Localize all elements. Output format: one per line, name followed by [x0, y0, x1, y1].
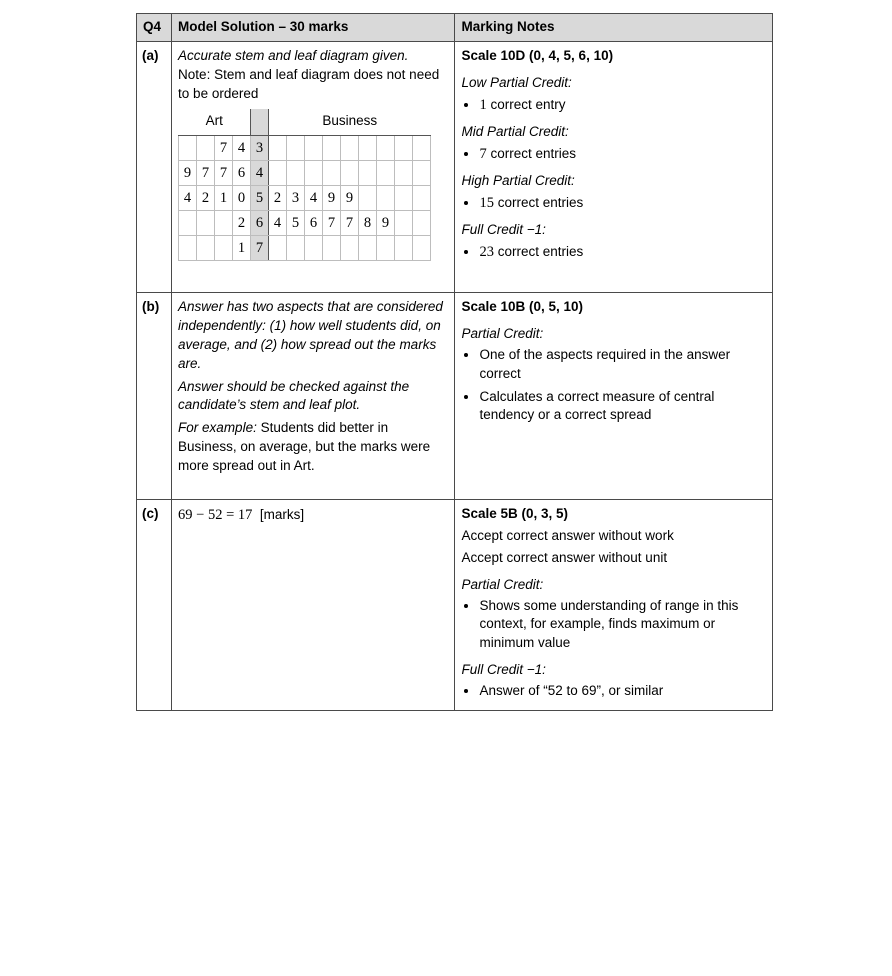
full-credit-title: Full Credit −1: [461, 662, 546, 678]
stem-cell: 5 [251, 185, 269, 210]
business-leaf-cell [395, 135, 413, 160]
credit-level-title: Full Credit −1: [461, 222, 546, 238]
business-leaf-cell: 3 [287, 185, 305, 210]
credit-level-list [461, 242, 766, 262]
credit-level-list [461, 193, 766, 213]
business-leaf-cell: 5 [287, 210, 305, 235]
scale-label: Scale 5B (0, 3, 5) [461, 506, 569, 521]
art-leaf-cell: 4 [179, 185, 197, 210]
solution-text: Answer has two aspects that are considered independently: (1) how well students did, on average, and (2) how spread out the marks are. [178, 299, 443, 371]
partial-credit-title: Partial Credit: [461, 325, 544, 341]
business-leaf-cell [377, 185, 395, 210]
stem-cell: 4 [251, 160, 269, 185]
scale-label: Scale 10B (0, 5, 10) [461, 299, 584, 314]
business-leaf-cell [413, 210, 431, 235]
partial-credit-title: Partial Credit: [461, 576, 544, 592]
credit-level-list [461, 95, 766, 115]
art-leaf-cell [179, 135, 197, 160]
credit-level-title: Mid Partial Credit: [461, 124, 569, 140]
art-leaf-cell [179, 235, 197, 260]
partial-credit-list [461, 597, 766, 654]
art-leaf-cell: 7 [197, 160, 215, 185]
business-leaf-cell [305, 135, 323, 160]
art-leaf-cell: 6 [233, 160, 251, 185]
entry-count: 1 [479, 96, 487, 113]
business-leaf-cell [359, 185, 377, 210]
business-leaf-cell [341, 235, 359, 260]
note-line: Accept correct answer without unit [461, 549, 668, 565]
business-leaf-cell [413, 185, 431, 210]
business-leaf-cell [395, 210, 413, 235]
header-row [137, 14, 773, 42]
question-number: Q4 [137, 14, 172, 42]
stem-cell: 7 [251, 235, 269, 260]
business-leaf-cell: 9 [377, 210, 395, 235]
business-leaf-cell [377, 135, 395, 160]
business-leaf-cell: 7 [341, 210, 359, 235]
business-leaf-cell: 6 [305, 210, 323, 235]
entry-count: 7 [479, 145, 487, 162]
stem-header [251, 109, 269, 136]
entry-label: correct entries [486, 145, 577, 161]
model-solution-header: Model Solution – 30 marks [172, 14, 455, 42]
art-leaf-cell [197, 235, 215, 260]
art-leaf-cell: 2 [197, 185, 215, 210]
list-item: • Shows some understanding of range in this context, for example, finds maximum or minimum value [479, 597, 766, 654]
art-leaf-cell: 1 [233, 235, 251, 260]
business-title: Business [269, 109, 431, 136]
business-leaf-cell: 2 [269, 185, 287, 210]
unit-label: [marks] [259, 507, 305, 522]
art-leaf-cell [197, 135, 215, 160]
business-leaf-cell [323, 235, 341, 260]
art-leaf-cell [197, 210, 215, 235]
art-leaf-cell [179, 210, 197, 235]
range-expression: 69 − 52 = 17 [178, 507, 253, 523]
marking-scheme-table [136, 13, 773, 711]
stem-leaf-row [179, 135, 431, 160]
art-leaf-cell: 7 [215, 135, 233, 160]
part-a-row [137, 42, 773, 293]
business-leaf-cell [305, 160, 323, 185]
business-leaf-cell [359, 235, 377, 260]
business-leaf-cell [395, 160, 413, 185]
business-leaf-cell [323, 160, 341, 185]
entry-count: 15 [479, 195, 494, 212]
business-leaf-cell [305, 235, 323, 260]
credit-level-title: High Partial Credit: [461, 173, 575, 189]
business-leaf-cell [359, 135, 377, 160]
business-leaf-cell [395, 185, 413, 210]
art-leaf-cell [215, 235, 233, 260]
scale-label: Scale 10D (0, 4, 5, 6, 10) [461, 48, 614, 63]
business-leaf-cell [413, 160, 431, 185]
business-leaf-cell: 8 [359, 210, 377, 235]
business-leaf-cell [287, 235, 305, 260]
business-leaf-cell [269, 160, 287, 185]
stem-leaf-diagram [178, 109, 431, 261]
art-leaf-cell: 0 [233, 185, 251, 210]
part-a-notes [455, 42, 773, 293]
business-leaf-cell [287, 135, 305, 160]
stem-leaf-row [179, 210, 431, 235]
marking-notes-header: Marking Notes [455, 14, 773, 42]
business-leaf-cell: 4 [305, 185, 323, 210]
partial-credit-list [461, 346, 766, 426]
art-leaf-cell: 1 [215, 185, 233, 210]
part-c-notes [455, 500, 773, 711]
art-leaf-cell: 7 [215, 160, 233, 185]
stem-leaf-row [179, 160, 431, 185]
business-leaf-cell [287, 160, 305, 185]
part-b-notes [455, 293, 773, 500]
stem-leaf-header [179, 109, 431, 136]
list-item: • Calculates a correct measure of central tendency or a correct spread [479, 388, 766, 426]
example-label: For example: [178, 420, 257, 436]
part-label: (c) [137, 500, 172, 711]
business-leaf-cell [341, 135, 359, 160]
part-b-row [137, 293, 773, 500]
stem-cell: 6 [251, 210, 269, 235]
list-item [479, 95, 766, 115]
entry-label: correct entries [493, 195, 584, 211]
stem-leaf-row [179, 235, 431, 260]
list-item: • Answer of “52 to 69”, or similar [479, 682, 766, 701]
business-leaf-cell [413, 235, 431, 260]
entry-label: correct entry [486, 96, 566, 112]
solution-example [178, 419, 448, 476]
full-credit-list [461, 682, 766, 701]
business-leaf-cell [359, 160, 377, 185]
business-leaf-cell [377, 160, 395, 185]
business-leaf-cell [377, 235, 395, 260]
part-label: (a) [137, 42, 172, 293]
entry-count: 23 [479, 244, 494, 261]
business-leaf-cell [269, 135, 287, 160]
solution-text: Answer should be checked against the candidate’s stem and leaf plot. [178, 378, 410, 413]
stem-leaf-row [179, 185, 431, 210]
solution-expression [178, 505, 448, 525]
business-leaf-cell: 9 [323, 185, 341, 210]
business-leaf-cell [395, 235, 413, 260]
example-text: Students did better in Business, on average, but the marks were more spread out in Art. [178, 420, 431, 474]
credit-level-title: Low Partial Credit: [461, 74, 572, 90]
part-c-row [137, 500, 773, 711]
solution-text: Accurate stem and leaf diagram given. [178, 48, 409, 63]
art-leaf-cell: 4 [233, 135, 251, 160]
art-title: Art [179, 109, 251, 136]
part-b-solution [172, 293, 455, 500]
solution-note: Note: Stem and leaf diagram does not need to be ordered [178, 66, 440, 101]
credit-level-list [461, 144, 766, 164]
business-leaf-cell [323, 135, 341, 160]
list-item: • One of the aspects required in the answer correct [479, 346, 766, 384]
list-item [479, 144, 766, 164]
part-c-solution [172, 500, 455, 711]
business-leaf-cell [269, 235, 287, 260]
list-item [479, 193, 766, 213]
art-leaf-cell: 2 [233, 210, 251, 235]
business-leaf-cell: 4 [269, 210, 287, 235]
art-leaf-cell [215, 210, 233, 235]
business-leaf-cell [341, 160, 359, 185]
part-label: (b) [137, 293, 172, 500]
business-leaf-cell: 9 [341, 185, 359, 210]
entry-label: correct entries [493, 244, 584, 260]
list-item [479, 242, 766, 262]
business-leaf-cell [413, 135, 431, 160]
part-a-solution [172, 42, 455, 293]
business-leaf-cell: 7 [323, 210, 341, 235]
stem-cell: 3 [251, 135, 269, 160]
art-leaf-cell: 9 [179, 160, 197, 185]
note-line: Accept correct answer without work [461, 527, 674, 543]
